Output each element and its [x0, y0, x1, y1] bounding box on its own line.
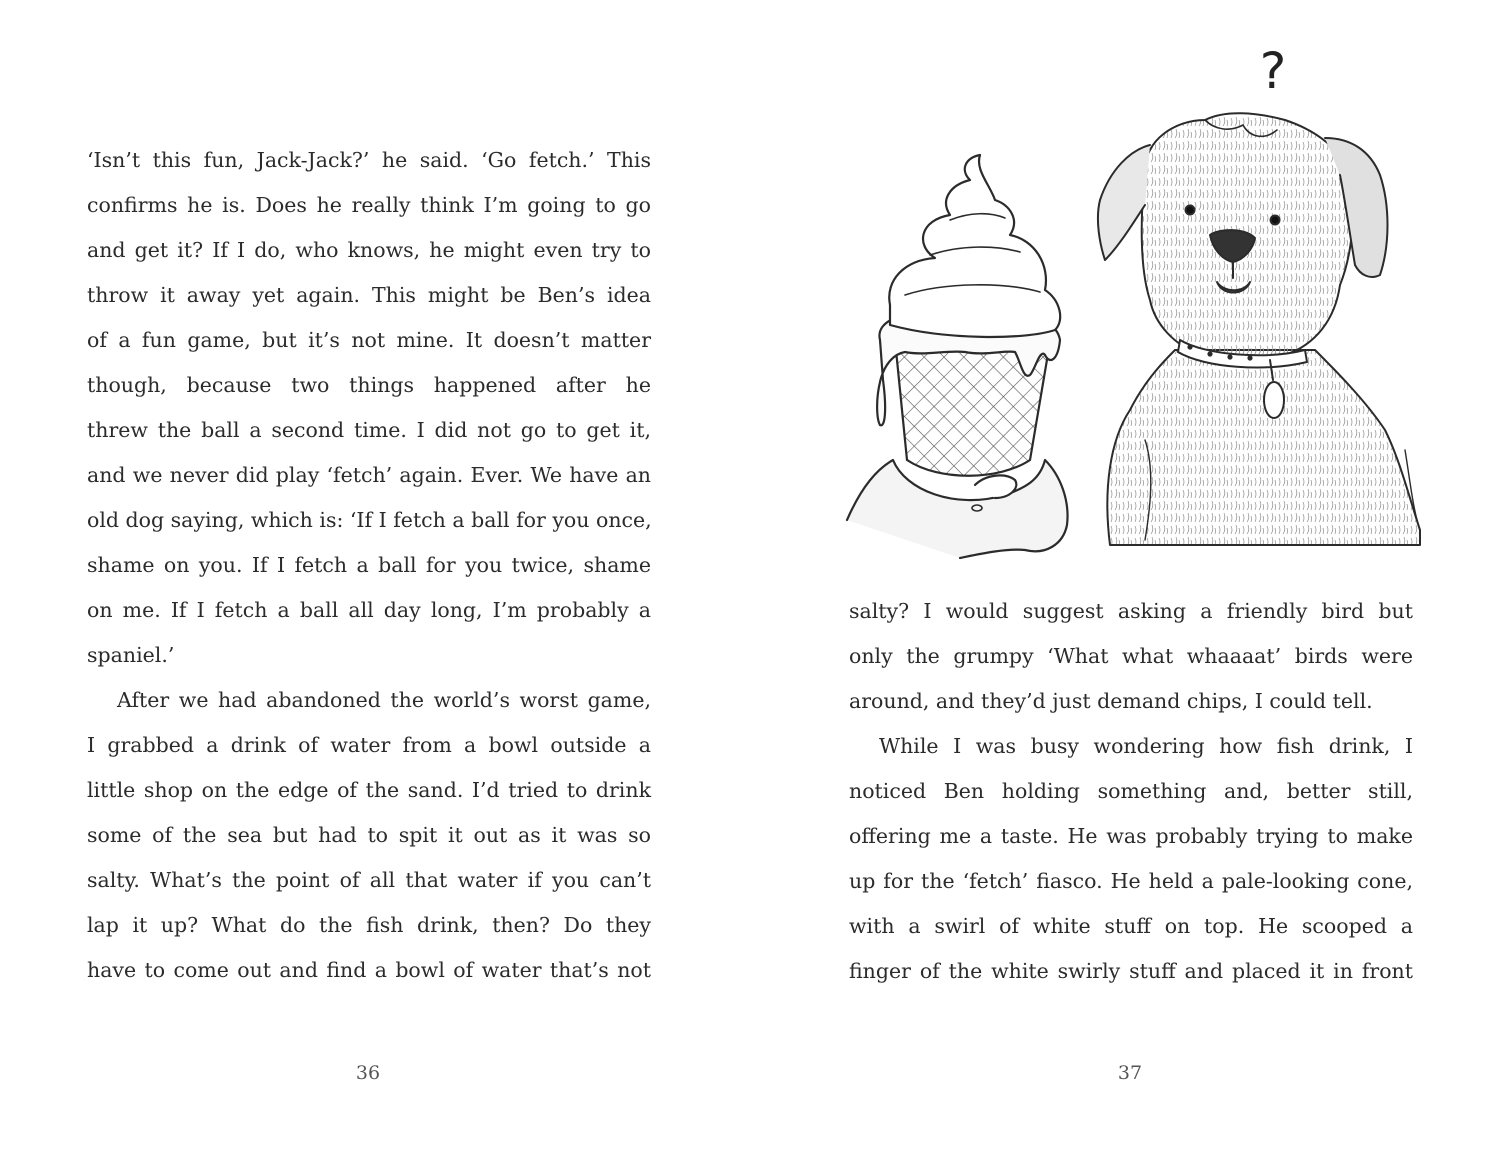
- dog-sketch: [1098, 113, 1420, 545]
- ice-cream-cone: [847, 155, 1068, 558]
- text-line: though, because two things happened after he: [87, 373, 651, 397]
- text-line: lap it up? What do the fish drink, then? Do they: [87, 913, 651, 937]
- text-line: offering me a taste. He was probably trying to make: [849, 824, 1413, 848]
- text-line: salty. What’s the point of all that water if you can’t: [87, 868, 651, 892]
- text-line: noticed Ben holding something and, better still,: [849, 779, 1413, 803]
- svg-text:?: ?: [1259, 42, 1287, 100]
- text-line: and we never did play ‘fetch’ again. Ever. We have an: [87, 463, 651, 487]
- question-mark: [1260, 42, 1287, 100]
- text-line: of a fun game, but it’s not mine. It doesn’t matter: [87, 328, 651, 352]
- text-line: around, and they’d just demand chips, I could tell.: [849, 689, 1373, 713]
- text-line: threw the ball a second time. I did not go to get it,: [87, 418, 651, 442]
- page-number-right: 37: [1117, 1062, 1143, 1084]
- text-line: ‘Isn’t this fun, Jack-Jack?’ he said. ‘Go fetch.’ This: [87, 148, 651, 172]
- text-line: have to come out and find a bowl of water that’s not: [87, 958, 651, 982]
- text-line: confirms he is. Does he really think I’m going to go: [87, 193, 651, 217]
- right-page-text: [849, 589, 1413, 994]
- text-line: on me. If I fetch a ball all day long, I’m probably a: [87, 598, 651, 622]
- dog-ice-cream-illustration: [845, 20, 1430, 565]
- page-number-left: 36: [355, 1062, 381, 1084]
- text-line: I grabbed a drink of water from a bowl outside a: [87, 733, 651, 757]
- text-line: with a swirl of white stuff on top. He scooped a: [849, 914, 1413, 938]
- text-line: little shop on the edge of the sand. I’d tried to drink: [87, 778, 651, 802]
- text-line: While I was busy wondering how fish drink, I: [879, 734, 1413, 758]
- text-line: finger of the white swirly stuff and placed it in front: [849, 959, 1413, 983]
- text-line: salty? I would suggest asking a friendly bird but: [849, 599, 1413, 623]
- text-line: up for the ‘fetch’ fiasco. He held a pale-looking cone,: [849, 869, 1413, 893]
- text-line: and get it? If I do, who knows, he might even try to: [87, 238, 651, 262]
- text-line: shame on you. If I fetch a ball for you twice, shame: [87, 553, 651, 577]
- text-line: only the grumpy ‘What what whaaaat’ birds were: [849, 644, 1413, 668]
- text-line: spaniel.’: [87, 643, 175, 667]
- right-page: [750, 0, 1500, 1151]
- text-line: old dog saying, which is: ‘If I fetch a ball for you once,: [87, 508, 652, 532]
- left-page-text: [87, 138, 651, 993]
- text-line: throw it away yet again. This might be Ben’s idea: [87, 283, 651, 307]
- text-line: After we had abandoned the world’s worst game,: [117, 688, 651, 712]
- text-line: some of the sea but had to spit it out as it was so: [87, 823, 651, 847]
